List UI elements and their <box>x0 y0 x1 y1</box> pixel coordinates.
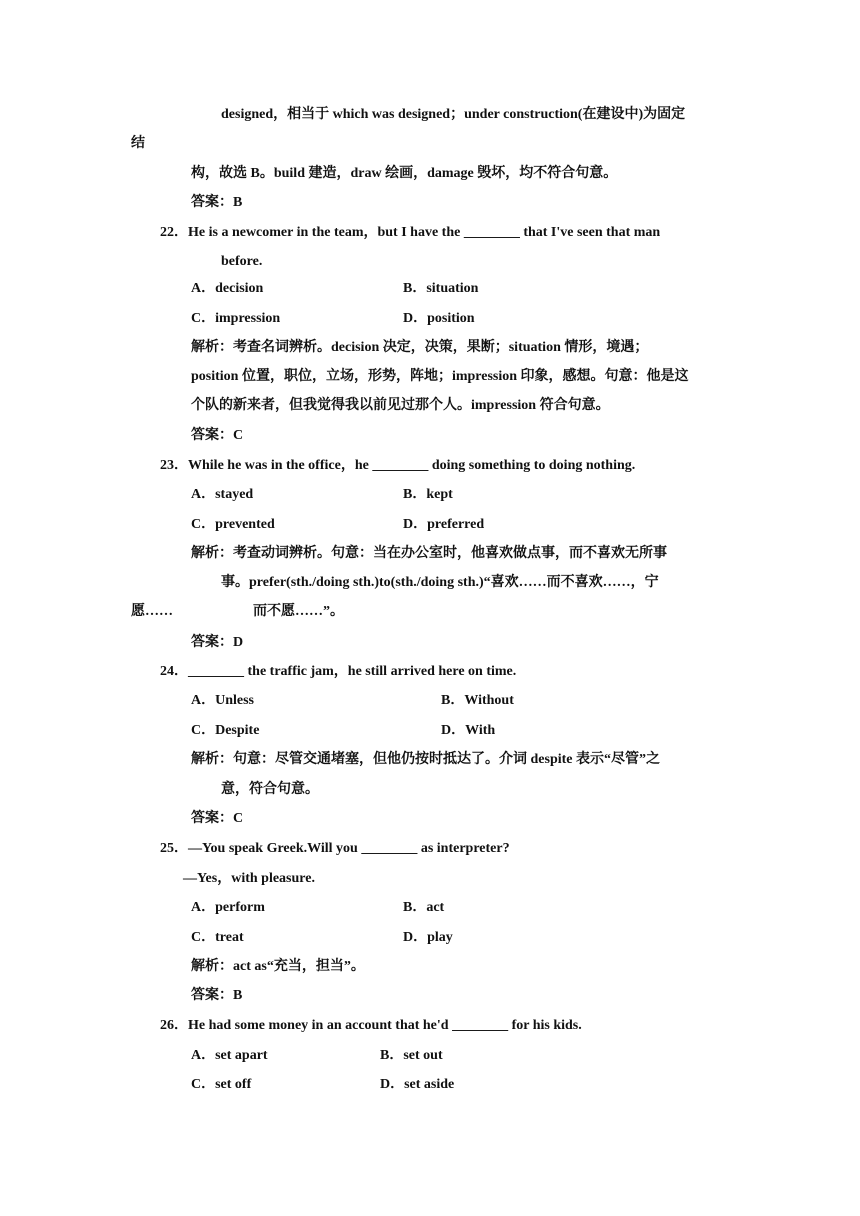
q23-option-a: A．stayed <box>191 487 254 502</box>
prev-explanation-line-1-wrap: 结 <box>131 136 145 151</box>
q23-stem: 23．While he was in the office，he ________ doing something to doing nothing. <box>160 458 636 473</box>
q22-stem-continued: before. <box>221 254 263 269</box>
q23-explanation-line-3b: 而不愿……”。 <box>253 604 344 619</box>
q25-option-b: B．act <box>403 900 445 915</box>
q26-option-b: B．set out <box>380 1048 443 1063</box>
q25-answer: 答案：B <box>191 988 243 1003</box>
q23-explanation-line-3a: 愿…… <box>131 604 173 619</box>
q22-stem: 22．He is a newcomer in the team，but I have the ________ that I've seen that man <box>160 225 661 240</box>
q25-explanation-line-1: 解析：act as“充当，担当”。 <box>191 959 365 974</box>
q23-answer: 答案：D <box>191 635 244 650</box>
q22-option-c: C．impression <box>191 311 281 326</box>
prev-explanation-line-1: designed，相当于 which was designed；under construction(在建设中)为固定 <box>221 107 686 122</box>
q26-option-c: C．set off <box>191 1077 252 1092</box>
q23-option-b: B．kept <box>403 487 453 502</box>
q23-explanation-line-2: 事。prefer(sth./doing sth.)to(sth./doing sth.)“喜欢……而不喜欢……，宁 <box>221 575 659 590</box>
q22-option-d: D．position <box>403 311 475 326</box>
q22-option-b: B．situation <box>403 281 479 296</box>
q22-explanation-line-2: position 位置，职位，立场，形势，阵地；impression 印象，感想。句意：他是这 <box>191 369 689 384</box>
q22-option-a: A．decision <box>191 281 264 296</box>
q22-answer: 答案：C <box>191 428 244 443</box>
prev-answer: 答案：B <box>191 195 243 210</box>
q24-option-d: D．With <box>441 723 496 738</box>
q23-option-c: C．prevented <box>191 517 275 532</box>
q26-option-d: D．set aside <box>380 1077 455 1092</box>
q26-option-a: A．set apart <box>191 1048 268 1063</box>
q24-explanation-line-1: 解析：句意：尽管交通堵塞，但他仍按时抵达了。介词 despite 表示“尽管”之 <box>191 752 660 767</box>
q26-stem: 26．He had some money in an account that he'd ________ for his kids. <box>160 1018 582 1033</box>
q24-stem: 24．________ the traffic jam，he still arrived here on time. <box>160 664 517 679</box>
q24-explanation-line-2: 意，符合句意。 <box>221 782 319 797</box>
q23-explanation-line-1: 解析：考查动词辨析。句意：当在办公室时，他喜欢做点事，而不喜欢无所事 <box>191 546 667 561</box>
q25-stem: 25．—You speak Greek.Will you ________ as interpreter? <box>160 841 510 856</box>
q22-explanation-line-1: 解析：考查名词辨析。decision 决定，决策，果断；situation 情形，境遇； <box>191 340 649 355</box>
q22-explanation-line-3: 个队的新来者，但我觉得我以前见过那个人。impression 符合句意。 <box>191 398 610 413</box>
q24-option-b: B．Without <box>441 693 514 708</box>
q25-reply: —Yes，with pleasure. <box>183 871 315 886</box>
prev-explanation-line-2: 构，故选 B。build 建造，draw 绘画，damage 毁坏，均不符合句意。 <box>191 166 618 181</box>
q25-option-d: D．play <box>403 930 453 945</box>
q24-option-a: A．Unless <box>191 693 255 708</box>
q24-option-c: C．Despite <box>191 723 260 738</box>
q24-answer: 答案：C <box>191 811 244 826</box>
q23-option-d: D．preferred <box>403 517 485 532</box>
q25-option-a: A．perform <box>191 900 265 915</box>
q25-option-c: C．treat <box>191 930 244 945</box>
